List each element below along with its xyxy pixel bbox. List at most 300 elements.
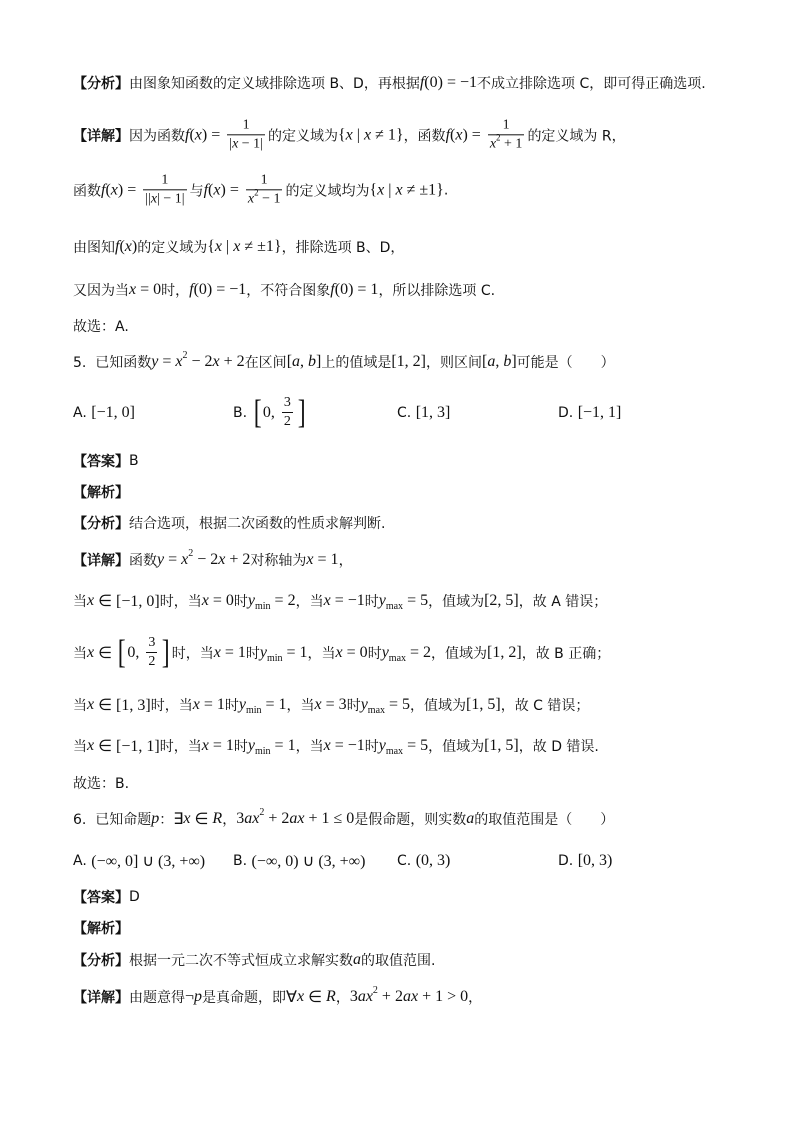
math-text: + 2 bbox=[225, 551, 251, 568]
math-text: = 2 bbox=[270, 592, 296, 609]
math-variable: x bbox=[214, 238, 223, 255]
math-text: ) bbox=[131, 238, 138, 255]
superscript: 2 bbox=[259, 806, 265, 818]
text-run: 故选：B. bbox=[73, 776, 130, 792]
fraction-bar bbox=[246, 189, 283, 190]
text-run: 的定义域均为 bbox=[285, 183, 370, 199]
large-bracket: [ bbox=[117, 634, 126, 671]
text-run: 上的值域是 bbox=[321, 355, 392, 371]
math-text: ] bbox=[316, 353, 322, 370]
math-text: − 1 bbox=[258, 191, 281, 206]
math-text: || bbox=[145, 191, 151, 206]
math-text: ] bbox=[511, 353, 517, 370]
math-text: = 1 bbox=[313, 551, 339, 568]
text-run: 的定义域为 R， bbox=[527, 128, 626, 144]
math-text: = 1 bbox=[282, 644, 308, 661]
math-variable: f bbox=[189, 281, 194, 298]
math-variable: x bbox=[87, 737, 95, 754]
subscript: min bbox=[266, 652, 283, 664]
math-text: ( bbox=[208, 181, 214, 198]
text-run: ，不符合图象 bbox=[246, 283, 331, 299]
math-variable: y bbox=[378, 737, 386, 754]
fraction-numerator bbox=[282, 396, 293, 411]
text-run: ，故 C 错误； bbox=[500, 698, 590, 714]
math-text: , bbox=[495, 353, 504, 370]
section-label: 【详解】 bbox=[73, 553, 129, 569]
fraction-bar bbox=[227, 134, 265, 135]
math-text: (0, 3) bbox=[415, 852, 451, 869]
fraction-bar bbox=[488, 134, 525, 135]
text-run: 结合选项，根据二次函数的性质求解判断. bbox=[129, 516, 386, 532]
math-variable: p bbox=[151, 810, 160, 827]
fraction-denominator bbox=[227, 137, 265, 152]
option-c bbox=[397, 404, 450, 422]
math-variable: a bbox=[466, 810, 475, 827]
text-run: D. bbox=[558, 853, 578, 869]
math-text: = −1 bbox=[330, 592, 365, 609]
math-text: = 5 bbox=[385, 696, 411, 713]
math-text: ( bbox=[189, 126, 195, 143]
math-text: [1, 2] bbox=[391, 353, 426, 370]
text-run: 可能是（ ） bbox=[516, 355, 615, 371]
text-line bbox=[73, 316, 129, 336]
math-variable: b bbox=[503, 353, 512, 370]
math-text: ∈ bbox=[304, 989, 327, 1006]
math-variable: y bbox=[151, 353, 159, 370]
fraction bbox=[282, 396, 293, 429]
text-run: 是真命题，即 bbox=[202, 990, 287, 1006]
text-run: ，故 D 错误. bbox=[518, 739, 599, 755]
math-text: ∈ [−1, 0] bbox=[94, 593, 160, 610]
text-run: B. bbox=[233, 405, 252, 421]
math-variable: x bbox=[232, 136, 239, 151]
text-line bbox=[73, 349, 615, 372]
answer-options-row bbox=[73, 839, 713, 883]
math-text: | bbox=[384, 181, 396, 198]
text-run: ， bbox=[222, 812, 237, 828]
text-run: 时 bbox=[364, 739, 379, 755]
math-text: = bbox=[164, 551, 182, 568]
math-variable: R bbox=[326, 988, 336, 1005]
fraction-bar bbox=[146, 652, 157, 653]
math-text: | bbox=[229, 136, 233, 151]
text-line bbox=[73, 773, 129, 793]
math-text: | bbox=[352, 126, 364, 143]
text-run: 对称轴为 bbox=[250, 553, 307, 569]
text-run: 的取值范围. bbox=[361, 953, 436, 969]
text-run: B bbox=[129, 453, 139, 469]
subscript: max bbox=[367, 704, 386, 716]
text-run: 6. 已知命题 bbox=[73, 812, 152, 828]
math-variable: ax bbox=[357, 988, 373, 1005]
text-run: B. bbox=[233, 853, 252, 869]
math-variable: y bbox=[247, 737, 255, 754]
math-variable: R bbox=[212, 810, 223, 827]
superscript: 2 bbox=[188, 547, 194, 559]
math-variable: x bbox=[377, 181, 385, 198]
section-label: 【答案】 bbox=[73, 890, 129, 906]
fraction-denominator bbox=[488, 132, 525, 152]
math-variable: ax bbox=[289, 810, 305, 827]
math-text: + 1 > 0 bbox=[418, 988, 469, 1005]
text-line bbox=[73, 636, 610, 670]
section-label: 【解析】 bbox=[73, 485, 129, 501]
math-text: ( bbox=[450, 126, 456, 143]
text-run: 时 bbox=[367, 646, 382, 662]
math-variable: y bbox=[247, 592, 255, 609]
superscript: 2 bbox=[496, 132, 501, 143]
math-variable: x bbox=[87, 592, 95, 609]
math-variable: x bbox=[110, 181, 118, 198]
math-text: (0) = −1 bbox=[193, 281, 247, 298]
math-variable: x bbox=[212, 353, 220, 370]
math-variable: x bbox=[395, 181, 403, 198]
text-run: 时 bbox=[346, 698, 361, 714]
answer-options-row bbox=[73, 391, 713, 435]
math-variable: y bbox=[378, 592, 386, 609]
math-text: ∈ [1, 3] bbox=[94, 697, 151, 714]
math-variable: x bbox=[455, 126, 463, 143]
text-run: ，当 bbox=[295, 594, 324, 610]
text-run: ， bbox=[468, 990, 483, 1006]
text-run: C. bbox=[397, 853, 416, 869]
text-line bbox=[73, 513, 385, 533]
text-run: 时 bbox=[364, 594, 379, 610]
math-text: ( bbox=[105, 181, 111, 198]
text-line bbox=[73, 806, 615, 829]
text-run: 当 bbox=[73, 594, 87, 610]
math-text: = 1 bbox=[208, 737, 234, 754]
math-text: ≠ ±1} bbox=[240, 238, 282, 255]
option-c bbox=[397, 852, 450, 870]
math-variable: x bbox=[87, 644, 95, 661]
math-text: ≠ 1} bbox=[371, 126, 404, 143]
text-run: 时 bbox=[224, 698, 239, 714]
math-text: + 1 ≤ 0 bbox=[304, 810, 355, 827]
text-run: ，排除选项 B、D， bbox=[281, 240, 405, 256]
math-text: − 1| bbox=[238, 136, 263, 151]
math-text: = 2 bbox=[406, 644, 432, 661]
large-bracket: ] bbox=[297, 394, 306, 431]
math-text: 3 bbox=[349, 988, 358, 1005]
math-variable: x bbox=[335, 644, 343, 661]
math-text: + 1 bbox=[500, 136, 523, 151]
math-variable: f bbox=[419, 74, 425, 91]
subscript: max bbox=[385, 600, 404, 612]
math-variable: x bbox=[296, 988, 305, 1005]
text-run: D. bbox=[558, 405, 578, 421]
math-text: 1 bbox=[260, 172, 268, 188]
math-text: ∈ bbox=[190, 811, 213, 828]
math-text: = 0 bbox=[342, 644, 368, 661]
math-text: ) = bbox=[462, 126, 485, 143]
text-run: 时，当 bbox=[159, 739, 202, 755]
fraction-numerator bbox=[159, 173, 170, 188]
math-variable: x bbox=[87, 696, 95, 713]
text-run: ，函数 bbox=[403, 128, 446, 144]
section-label: 【分析】 bbox=[73, 516, 129, 532]
text-run: A. bbox=[73, 405, 92, 421]
math-variable: x bbox=[306, 551, 314, 568]
fraction-denominator bbox=[146, 655, 157, 670]
math-variable: y bbox=[381, 644, 389, 661]
math-variable: x bbox=[323, 592, 331, 609]
math-variable: f bbox=[115, 238, 120, 255]
text-run: 根据一元二次不等式恒成立求解实数 bbox=[129, 953, 353, 969]
large-bracket: ] bbox=[162, 634, 171, 671]
math-text: | bbox=[222, 238, 234, 255]
math-variable: y bbox=[238, 696, 246, 713]
text-run: 当 bbox=[73, 646, 87, 662]
math-text: 2 bbox=[283, 414, 291, 429]
text-line bbox=[73, 173, 448, 206]
fraction bbox=[227, 118, 265, 151]
math-text: ) = bbox=[117, 181, 141, 198]
text-run: D bbox=[129, 889, 140, 905]
text-run: 当 bbox=[73, 698, 87, 714]
text-run: ，故 A 错误； bbox=[518, 594, 608, 610]
math-variable: x bbox=[183, 810, 191, 827]
text-run: ，则区间 bbox=[426, 355, 482, 371]
math-variable: x bbox=[194, 126, 202, 143]
text-run: ，值域为 bbox=[428, 594, 485, 610]
text-run: 当 bbox=[73, 739, 87, 755]
math-text: 1 bbox=[161, 172, 169, 188]
math-variable: x bbox=[345, 126, 353, 143]
text-run: . bbox=[443, 182, 449, 198]
math-text: ≠ ±1} bbox=[402, 181, 444, 198]
fraction-numerator bbox=[259, 173, 270, 188]
text-line bbox=[73, 695, 589, 715]
math-variable: x bbox=[150, 191, 158, 206]
math-variable: f bbox=[101, 181, 106, 198]
text-line bbox=[73, 736, 599, 756]
option-b bbox=[233, 396, 307, 430]
subscript: min bbox=[254, 745, 271, 757]
text-run: 时， bbox=[161, 283, 190, 299]
text-run: 是假命题，则实数 bbox=[354, 812, 467, 828]
math-text: = −1 bbox=[330, 737, 365, 754]
math-text: = 0 bbox=[208, 592, 234, 609]
math-variable: f bbox=[445, 126, 451, 143]
math-text: ∈ [−1, 1] bbox=[94, 738, 160, 755]
superscript: 2 bbox=[372, 984, 378, 996]
text-run: 的定义域为 bbox=[267, 128, 338, 144]
text-run: 时，当 bbox=[150, 698, 193, 714]
section-label: 【分析】 bbox=[73, 76, 129, 92]
math-text: − 2 bbox=[193, 551, 219, 568]
math-text: [1, 3] bbox=[415, 404, 451, 421]
math-variable: b bbox=[308, 353, 317, 370]
math-variable: y bbox=[259, 644, 267, 661]
text-run: 时 bbox=[233, 739, 248, 755]
math-text: { bbox=[369, 181, 378, 198]
text-run: 时，当 bbox=[159, 594, 202, 610]
math-text: 0, bbox=[127, 644, 144, 661]
math-text: ( bbox=[119, 238, 125, 255]
text-run: ，值域为 bbox=[431, 646, 488, 662]
text-run: 故选：A. bbox=[73, 319, 129, 335]
math-text: 3 bbox=[236, 810, 245, 827]
option-d bbox=[558, 852, 612, 870]
superscript: 2 bbox=[182, 349, 188, 361]
math-text: [2, 5] bbox=[484, 592, 519, 609]
fraction-numerator bbox=[501, 118, 512, 133]
math-text: ¬ bbox=[185, 988, 195, 1005]
math-variable: x bbox=[129, 281, 137, 298]
math-text: [0, 3) bbox=[577, 852, 613, 869]
text-run: ， bbox=[335, 990, 350, 1006]
math-variable: x bbox=[489, 136, 497, 151]
text-run: 与 bbox=[189, 183, 204, 199]
subscript: min bbox=[254, 600, 271, 612]
math-text: = 5 bbox=[403, 737, 429, 754]
text-run: 在区间 bbox=[244, 355, 287, 371]
math-variable: y bbox=[157, 551, 165, 568]
text-run: 不成立排除选项 C，即可得正确选项. bbox=[477, 76, 706, 92]
fraction bbox=[143, 173, 186, 206]
math-text: 3 bbox=[148, 635, 156, 651]
math-variable: x bbox=[213, 644, 221, 661]
math-text: ) = bbox=[201, 126, 225, 143]
math-variable: x bbox=[124, 238, 132, 255]
math-variable: x bbox=[247, 191, 255, 206]
text-line bbox=[73, 547, 353, 570]
math-text: = 1 bbox=[261, 696, 287, 713]
math-variable: x bbox=[175, 353, 183, 370]
math-variable: f bbox=[330, 281, 335, 298]
math-text: (−∞, 0) ∪ (3, +∞) bbox=[251, 853, 366, 870]
text-run: ，当 bbox=[286, 698, 315, 714]
math-variable: ax bbox=[402, 988, 419, 1005]
fraction bbox=[146, 636, 157, 669]
text-run: ， bbox=[338, 553, 353, 569]
text-run: 由图象知函数的定义域排除选项 B、D，再根据 bbox=[129, 76, 420, 92]
option-d bbox=[558, 404, 621, 422]
math-text: ) = bbox=[220, 181, 243, 198]
text-line bbox=[73, 482, 129, 502]
math-text: [1, 2] bbox=[487, 644, 522, 661]
fraction-bar bbox=[143, 189, 186, 190]
math-variable: x bbox=[314, 696, 322, 713]
fraction-denominator bbox=[143, 192, 186, 207]
text-line bbox=[73, 950, 435, 970]
math-text: = 1 bbox=[220, 644, 246, 661]
text-run: 由图知 bbox=[73, 240, 115, 256]
text-run: ，所以排除选项 C. bbox=[378, 283, 496, 299]
text-line bbox=[73, 984, 483, 1007]
section-label: 【分析】 bbox=[73, 953, 129, 969]
option-a bbox=[73, 404, 135, 422]
option-a bbox=[73, 851, 205, 871]
math-variable: x bbox=[233, 238, 241, 255]
math-text: = 1 bbox=[270, 737, 296, 754]
math-text: [ bbox=[482, 353, 488, 370]
math-text: | − 1| bbox=[157, 191, 185, 206]
text-line bbox=[73, 118, 626, 151]
text-run: ，当 bbox=[295, 739, 324, 755]
math-text: [−1, 1] bbox=[577, 404, 622, 421]
math-text: 2 bbox=[148, 654, 156, 669]
text-line bbox=[73, 237, 404, 257]
math-text: = 1 bbox=[199, 696, 225, 713]
fraction-denominator bbox=[246, 187, 283, 207]
subscript: max bbox=[385, 745, 404, 757]
text-run: A. bbox=[73, 853, 92, 869]
section-label: 【答案】 bbox=[73, 454, 129, 470]
math-variable: x bbox=[192, 696, 200, 713]
section-label: 【详解】 bbox=[73, 990, 129, 1006]
math-text: ∃ bbox=[173, 811, 184, 828]
math-text: (0) = −1 bbox=[424, 74, 477, 91]
text-run: ，当 bbox=[307, 646, 336, 662]
subscript: max bbox=[388, 652, 407, 664]
text-run: 时 bbox=[245, 646, 260, 662]
math-text: { bbox=[207, 238, 215, 255]
math-text: + 2 bbox=[219, 353, 245, 370]
text-run: 时 bbox=[233, 594, 248, 610]
math-text: , bbox=[300, 353, 309, 370]
math-variable: p bbox=[194, 988, 203, 1005]
text-run: 的定义域为 bbox=[137, 240, 208, 256]
fraction bbox=[246, 173, 283, 206]
text-run: 由题意得 bbox=[129, 990, 185, 1006]
math-variable: x bbox=[213, 181, 221, 198]
math-text: 3 bbox=[283, 395, 291, 411]
text-run: 因为函数 bbox=[129, 128, 185, 144]
math-variable: x bbox=[323, 737, 331, 754]
math-variable: ax bbox=[244, 810, 260, 827]
fraction-bar bbox=[282, 412, 293, 413]
math-text: [1, 5] bbox=[466, 696, 501, 713]
math-text: [−1, 0] bbox=[91, 404, 135, 421]
subscript: min bbox=[245, 704, 262, 716]
section-label: 【解析】 bbox=[73, 921, 129, 937]
text-run: 时，当 bbox=[171, 646, 214, 662]
text-run: 函数 bbox=[73, 183, 101, 199]
math-variable: a bbox=[487, 353, 496, 370]
section-label: 【详解】 bbox=[73, 128, 129, 144]
math-variable: a bbox=[292, 353, 301, 370]
math-text: = 3 bbox=[321, 696, 347, 713]
math-variable: f bbox=[203, 181, 209, 198]
option-b bbox=[233, 851, 365, 871]
text-line bbox=[73, 918, 129, 938]
text-run: 5. 已知函数 bbox=[73, 355, 152, 371]
math-text: ∈ bbox=[94, 645, 117, 662]
large-bracket: [ bbox=[253, 394, 262, 431]
text-run: 的取值范围是（ ） bbox=[474, 812, 615, 828]
math-variable: f bbox=[185, 126, 190, 143]
fraction-numerator bbox=[146, 636, 157, 651]
math-text: = 0 bbox=[136, 281, 162, 298]
math-text: [1, 5] bbox=[484, 737, 519, 754]
math-variable: x bbox=[181, 551, 189, 568]
text-run: ： bbox=[159, 812, 174, 828]
math-text: 1 bbox=[242, 117, 250, 133]
math-text: + 2 bbox=[264, 810, 290, 827]
fraction-numerator bbox=[241, 118, 252, 133]
text-line bbox=[73, 73, 706, 93]
math-variable: x bbox=[218, 551, 226, 568]
text-line bbox=[73, 280, 495, 300]
math-text: − 2 bbox=[187, 353, 213, 370]
math-variable: x bbox=[201, 737, 209, 754]
math-text: (0) = 1 bbox=[334, 281, 379, 298]
math-text: { bbox=[337, 126, 346, 143]
text-run: 函数 bbox=[129, 553, 157, 569]
math-text: [ bbox=[286, 353, 293, 370]
